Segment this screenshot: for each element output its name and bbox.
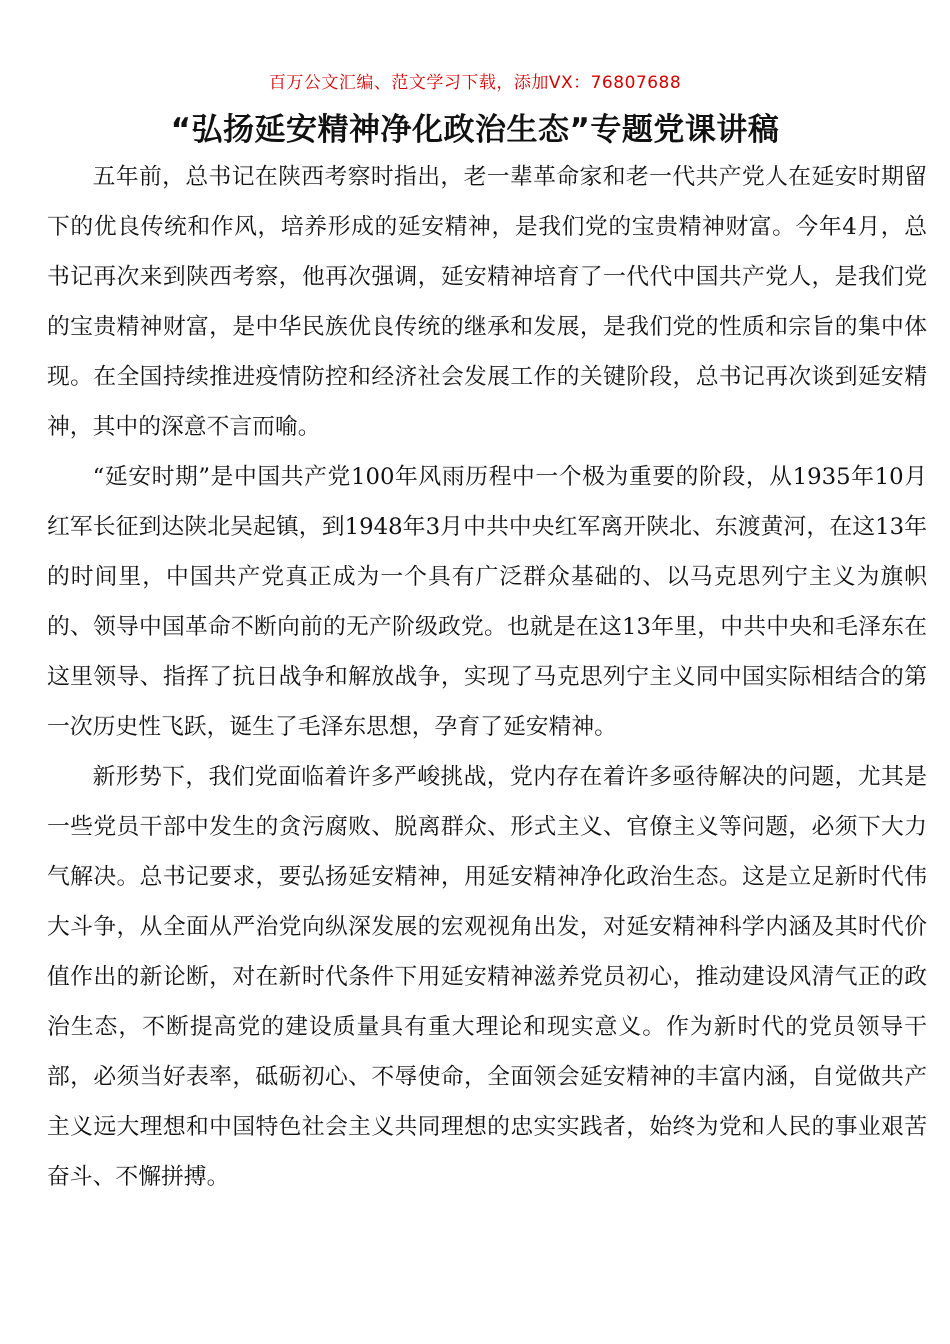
watermark-text: 百万公文汇编、范文学习下载，添加VX：76807688: [268, 73, 682, 93]
paragraph-3: 新形势下，我们党面临着许多严峻挑战，党内存在着许多亟待解决的问题，尤其是一些党员干部中发生的贪污腐败、脱离群众、形式主义、官僚主义等问题，必须下大力气解决。总书记要求，要弘扬延安精神，用延安精神净化政治生态。这是立足新时代伟大斗争，从全面从严治党向纵深发展的宏观视角出发，对延安精神科学内涵及其时代价值作出的新论断，对在新时代条件下用延安精神滋养党员初心，推动建设风清气正的政治生态，不断提高党的建设质量具有重大理论和现实意义。作为新时代的党员领导干部，必须当好表率，砥砺初心、不辱使命，全面领会延安精神的丰富内涵，自觉做共产主义远大理想和中国特色社会主义共同理想的忠实实践者，始终为党和人民的事业艰苦奋斗、不懈拼搏。: [47, 764, 927, 1190]
paragraph-2: “延安时期”是中国共产党100年风雨历程中一个极为重要的阶段，从1935年10月红军长征到达陕北吴起镇，到1948年3月中共中央红军离开陕北、东渡黄河，在这13年的时间里，中国共产党真正成为一个具有广泛群众基础的、以马克思列宁主义为旗帜的、领导中国革命不断向前的无产阶级政党。也就是在这13年里，中共中央和毛泽东在这里领导、指挥了抗日战争和解放战争，实现了马克思列宁主义同中国实际相结合的第一次历史性飞跃，诞生了毛泽东思想，孕育了延安精神。: [47, 464, 927, 740]
document-title: “弘扬延安精神净化政治生态”专题党课讲稿: [170, 112, 780, 148]
paragraph-1: 五年前，总书记在陕西考察时指出，老一辈革命家和老一代共产党人在延安时期留下的优良传统和作风，培养形成的延安精神，是我们党的宝贵精神财富。今年4月，总书记再次来到陕西考察，他再次强调，延安精神培育了一代代中国共产党人，是我们党的宝贵精神财富，是中华民族优良传统的继承和发展，是我们党的性质和宗旨的集中体现。在全国持续推进疫情防控和经济社会发展工作的关键阶段，总书记再次谈到延安精神，其中的深意不言而喻。: [47, 164, 927, 440]
document-body: [47, 152, 927, 1202]
